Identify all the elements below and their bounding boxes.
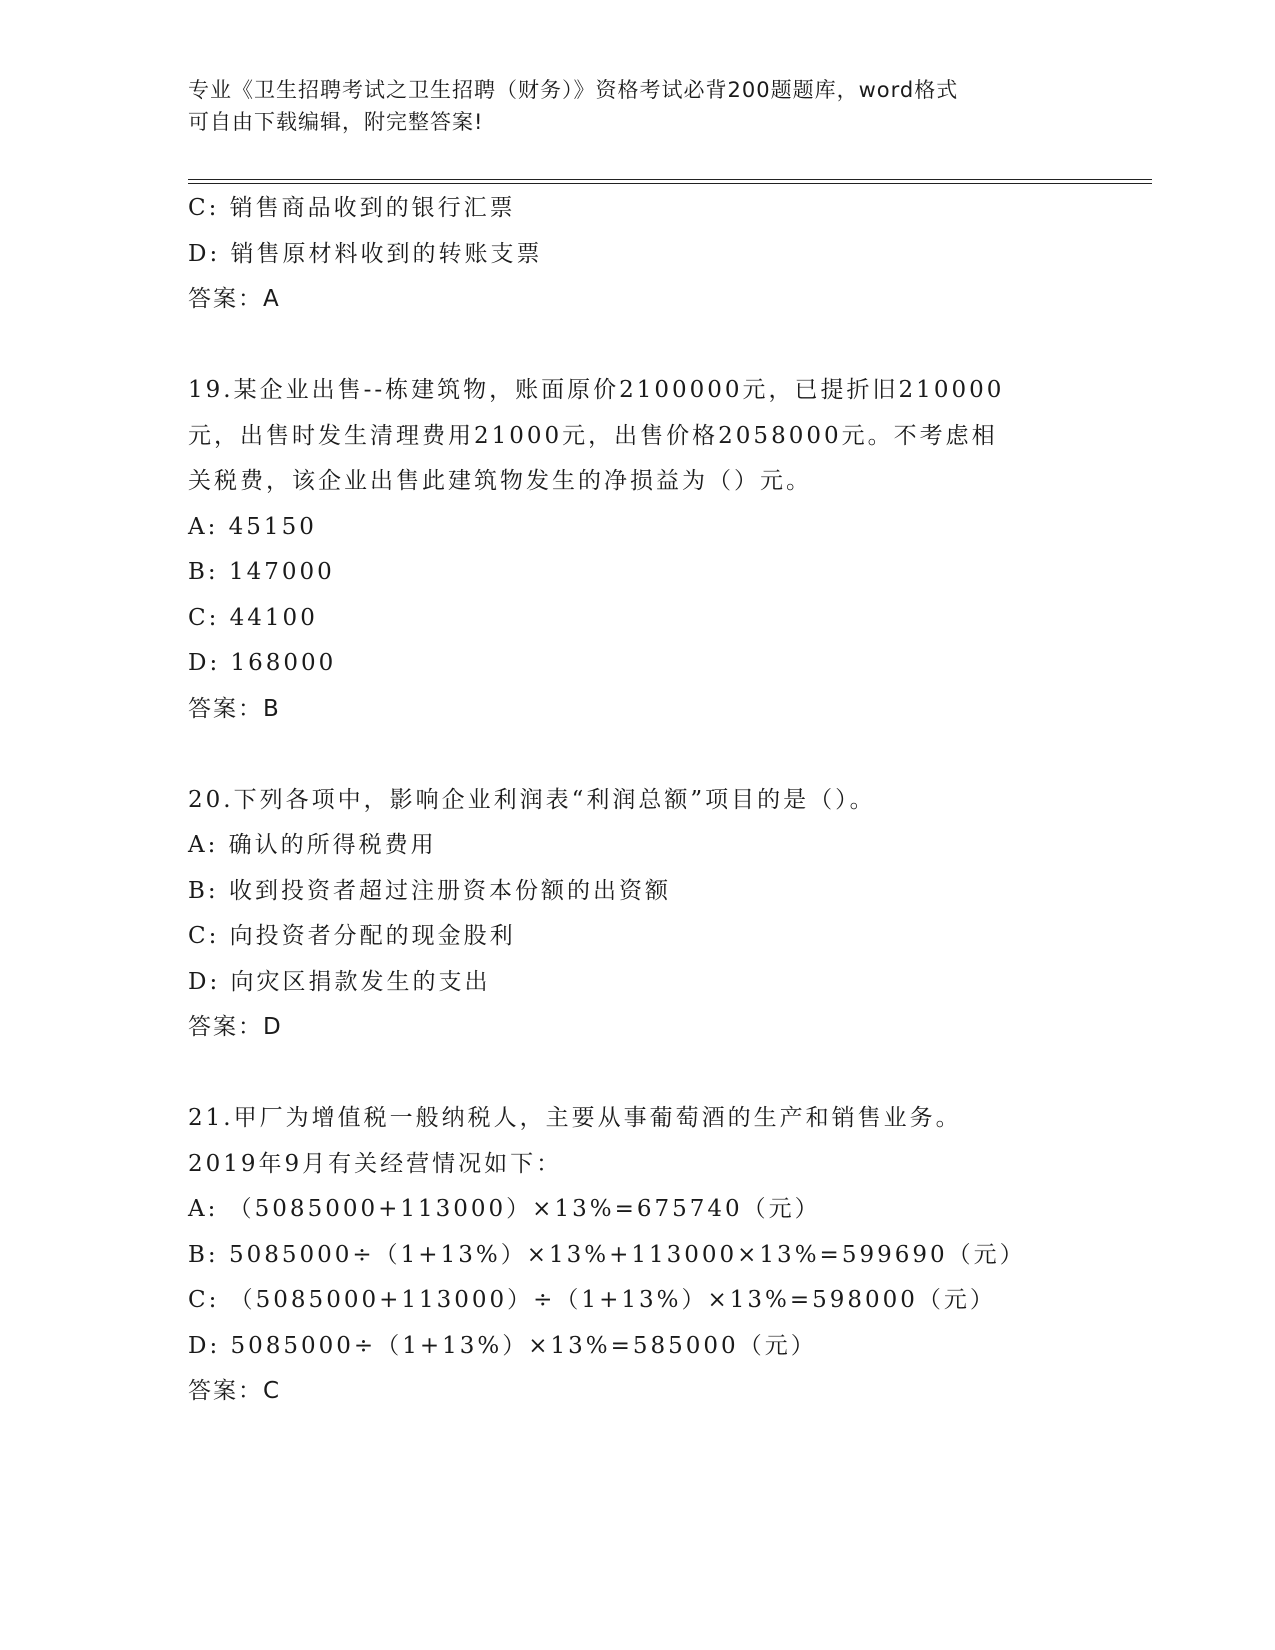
question-text-line: 19.某企业出售--栋建筑物，账面原价2100000元，已提折旧210000: [188, 377, 1005, 403]
spacer: [188, 323, 1088, 369]
option-c: C: 44100: [188, 604, 318, 631]
question-text-line: 21.甲厂为增值税一般纳税人，主要从事葡萄酒的生产和销售业务。: [188, 1105, 962, 1131]
option-a: A: 确认的所得税费用: [188, 832, 437, 858]
question-18-tail: [188, 186, 1088, 323]
option-c: C: 向投资者分配的现金股利: [188, 923, 516, 949]
question-text-line: 2019年9月有关经营情况如下：: [188, 1150, 563, 1177]
answer-line: 答案：C: [188, 1378, 282, 1404]
option-b: B: 147000: [188, 559, 335, 585]
question-21: [188, 1096, 1088, 1415]
question-text-line: 20.下列各项中，影响企业利润表“利润总额”项目的是（）。: [188, 786, 876, 813]
question-content: [188, 186, 1088, 1415]
header-divider-bottom: [188, 183, 1152, 184]
spacer: [188, 732, 1088, 778]
question-19: [188, 368, 1088, 732]
header-divider-top: [188, 179, 1152, 180]
spacer: [188, 1051, 1088, 1097]
option-d: D: 5085000÷（1+13%）×13%=585000（元）: [188, 1332, 817, 1359]
answer-line: 答案：D: [188, 1014, 283, 1040]
option-a: A: 45150: [188, 513, 317, 540]
option-c: C: （5085000+113000）÷（1+13%）×13%=598000（元）: [188, 1287, 996, 1313]
option-d: D: 168000: [188, 650, 337, 676]
option-b: B: 收到投资者超过注册资本份额的出资额: [188, 877, 671, 904]
option-c: C: 销售商品收到的银行汇票: [188, 195, 516, 221]
answer-line: 答案：B: [188, 695, 281, 722]
question-text-line: 关税费，该企业出售此建筑物发生的净损益为（）元。: [188, 468, 812, 494]
option-b: B: 5085000÷（1+13%）×13%+113000×13%=599690（元）: [188, 1241, 1026, 1268]
header-line-1: 专业《卫生招聘考试之卫生招聘（财务）》资格考试必背200题题库，word格式: [188, 78, 959, 102]
option-d: D: 向灾区捐款发生的支出: [188, 968, 491, 995]
question-20: [188, 778, 1088, 1051]
header-line-2: 可自由下载编辑，附完整答案!: [188, 110, 484, 134]
question-text-line: 元，出售时发生清理费用21000元，出售价格2058000元。不考虑相: [188, 422, 998, 449]
document-header: [188, 74, 1088, 138]
option-a: A: （5085000+113000）×13%=675740（元）: [188, 1196, 821, 1222]
answer-line: 答案：A: [188, 286, 281, 312]
option-d: D: 销售原材料收到的转账支票: [188, 240, 543, 267]
